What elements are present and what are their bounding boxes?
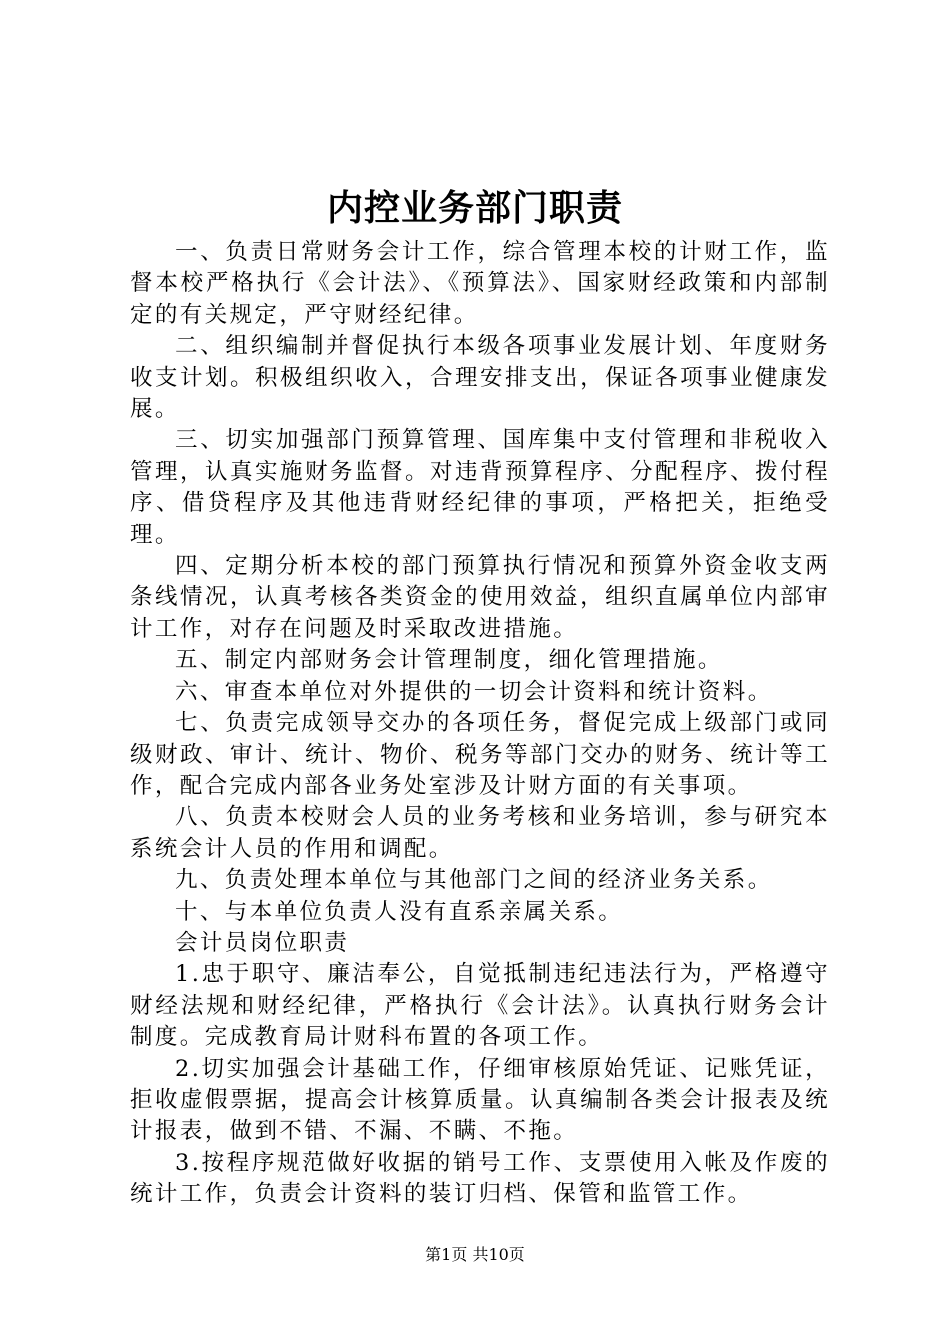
paragraph-duty-5: 五、制定内部财务会计管理制度，细化管理措施。 xyxy=(175,647,723,674)
page-number-footer: 第1页 共10页 xyxy=(425,1245,525,1264)
paragraph-accountant-1: 1.忠于职守、廉洁奉公，自觉抵制违纪违法行为，严格遵守财经法规和财经纪律，严格执行《会计法》。认真执行财务会计制度。完成教育局计财科布置的各项工作。 xyxy=(130,961,830,1051)
section-heading-accountant: 会计员岗位职责 xyxy=(175,929,350,956)
paragraph-accountant-2: 2.切实加强会计基础工作，仔细审核原始凭证、记账凭证，拒收虚假票据，提高会计核算质量。认真编制各类会计报表及统计报表，做到不错、不漏、不瞒、不拖。 xyxy=(130,1055,830,1145)
paragraph-duty-8: 八、负责本校财会人员的业务考核和业务培训，参与研究本系统会计人员的作用和调配。 xyxy=(130,804,830,862)
paragraph-duty-1: 一、负责日常财务会计工作，综合管理本校的计财工作，监督本校严格执行《会计法》、《预算法》、国家财经政策和内部制定的有关规定，严守财经纪律。 xyxy=(130,239,830,328)
paragraph-duty-3: 三、切实加强部门预算管理、国库集中支付管理和非税收入管理，认真实施财务监督。对违背预算程序、分配程序、拨付程序、借贷程序及其他违背财经纪律的事项，严格把关，拒绝受理。 xyxy=(130,427,830,548)
paragraph-duty-4: 四、定期分析本校的部门预算执行情况和预算外资金收支两条线情况，认真考核各类资金的使用效益，组织直属单位内部审计工作，对存在问题及时采取改进措施。 xyxy=(130,553,830,642)
paragraph-duty-10: 十、与本单位负责人没有直系亲属关系。 xyxy=(175,898,624,925)
document-body xyxy=(130,237,830,1211)
paragraph-duty-7: 七、负责完成领导交办的各项任务，督促完成上级部门或同级财政、审计、统计、物价、税务等部门交办的财务、统计等工作，配合完成内部各业务处室涉及计财方面的有关事项。 xyxy=(130,710,830,799)
paragraph-accountant-3: 3.按程序规范做好收据的销号工作、支票使用入帐及作废的统计工作，负责会计资料的装订归档、保管和监管工作。 xyxy=(130,1149,830,1208)
document-title: 内控业务部门职责 xyxy=(326,187,623,229)
paragraph-duty-9: 九、负责处理本单位与其他部门之间的经济业务关系。 xyxy=(175,867,773,894)
paragraph-duty-6: 六、审查本单位对外提供的一切会计资料和统计资料。 xyxy=(175,678,773,705)
paragraph-duty-2: 二、组织编制并督促执行本级各项事业发展计划、年度财务收支计划。积极组织收入，合理安排支出，保证各项事业健康发展。 xyxy=(130,333,830,423)
